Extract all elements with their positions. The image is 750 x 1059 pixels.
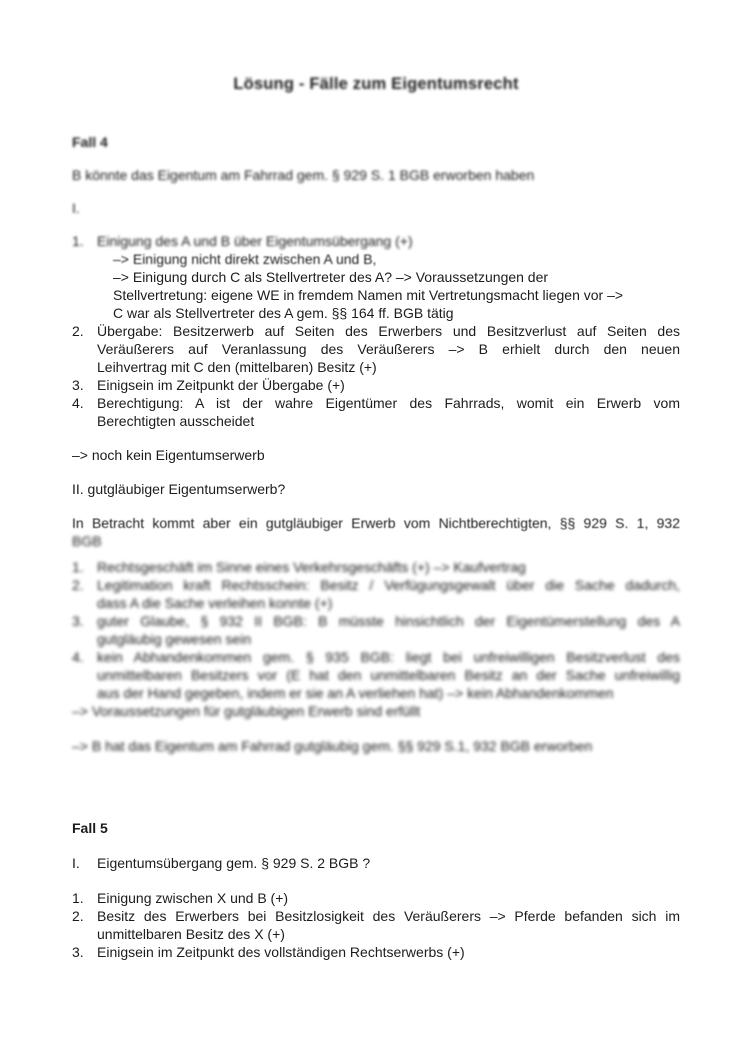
subline: –> Einigung durch C als Stellvertreter des A? –> Voraussetzungen der <box>113 269 549 285</box>
fall4-item1-subline-1: –> Einigung nicht direkt zwischen A und B, <box>113 251 377 267</box>
text-line: Legitimation kraft Rechtsschein: Besitz / Verfügungsgewalt über die Sache dadurch, <box>97 577 680 593</box>
fall4-gutglauben-item3 <box>72 612 680 648</box>
fall4-heading: Fall 4 <box>72 134 108 150</box>
text-line: Übergabe: Besitzerwerb auf Seiten des Erwerbers und Besitzverlust auf Seiten des <box>97 323 680 339</box>
item-text: Einigsein im Zeitpunkt der Übergabe (+) <box>97 377 345 393</box>
fall4-conclusion-2: –> Voraussetzungen für gutgläubigen Erwerb sind erfüllt <box>72 703 421 719</box>
item-text <box>97 648 680 702</box>
text-line: Besitz des Erwerbers bei Besitzlosigkeit des Veräußerers –> Pferde befanden sich im <box>97 908 680 924</box>
item-number: 1. <box>72 890 84 906</box>
fall5-heading: Fall 5 <box>72 820 108 836</box>
fall4-item2 <box>72 322 680 376</box>
item-text: Eigentumsübergang gem. § 929 S. 2 BGB ? <box>97 855 371 871</box>
fall4-intro: B könnte das Eigentum am Fahrrad gem. § 929 S. 1 BGB erworben haben <box>72 167 535 183</box>
fall5-item3 <box>72 943 680 961</box>
fall4-gutglauben-item2 <box>72 576 680 612</box>
text-line: kein Abhandenkommen gem. § 935 BGB: liegt bei unfreiwilligen Besitzverlust des <box>97 649 680 665</box>
item-text <box>97 394 680 430</box>
fall4-conclusion-1: –> noch kein Eigentumserwerb <box>72 447 265 463</box>
item-text <box>97 907 680 943</box>
blurred-mid-region <box>72 532 680 755</box>
fall5-item2 <box>72 907 680 943</box>
text-line: dass A die Sache verleihen konnte (+) <box>97 595 333 611</box>
betracht-paragraph-line-1: In Betracht kommt aber ein gutgläubiger Erwerb vom Nichtberechtigten, §§ 929 S. 1, 932 <box>72 515 680 531</box>
text-line: gutgläubig gewesen sein <box>97 631 252 647</box>
item-text: Einigung des A und B über Eigentumsübergang (+) <box>97 233 413 249</box>
item-text: Rechtsgeschäft im Sinne eines Verkehrsgeschäfts (+) –> Kaufvertrag <box>97 559 526 575</box>
item-number: 3. <box>72 944 84 960</box>
text-line: unmittelbaren Besitzers vor (E hat den unmittelbaren Besitz an der Sache unfreiwillig <box>97 667 680 683</box>
blurred-top-region <box>72 73 680 250</box>
text-line: Leihvertrag mit C den (mittelbaren) Besitz (+) <box>97 359 377 375</box>
text-line: Berechtigten ausscheidet <box>97 413 255 429</box>
fall4-item1-subblock <box>72 268 680 322</box>
fall5-item1 <box>72 889 680 907</box>
item-number: 3. <box>72 613 84 629</box>
fall4-conclusion-3: –> B hat das Eigentum am Fahrrad gutgläubig gem. §§ 929 S.1, 932 BGB erworben <box>72 738 593 754</box>
text-line: unmittelbaren Besitz des X (+) <box>97 926 285 942</box>
item-number: 1. <box>72 233 84 249</box>
fall4-gutglauben-item1 <box>72 558 680 576</box>
item-text <box>97 322 680 376</box>
item-text <box>97 612 680 648</box>
item-number: 1. <box>72 559 84 575</box>
item-number: 4. <box>72 649 84 665</box>
fall4-section1-label: I. <box>72 200 80 216</box>
item-number: 2. <box>72 323 84 339</box>
item-number: 2. <box>72 908 84 924</box>
text-line: aus der Hand gegeben, indem er sie an A verliehen hat) –> kein Abhandenkommen <box>97 685 614 701</box>
subline: Stellvertretung: eigene WE in fremdem Namen mit Vertretungsmacht liegen vor –> <box>113 287 624 303</box>
fall4-item1 <box>72 232 680 250</box>
betracht-paragraph-line-2: BGB <box>72 533 102 549</box>
fall5-section <box>72 755 680 961</box>
fall4-item4 <box>72 394 680 430</box>
item-text <box>97 576 680 612</box>
text-line: Veräußerers auf Veranlassung des Veräußerers –> B erhielt durch den neuen <box>97 341 680 357</box>
text-line: Berechtigung: A ist der wahre Eigentümer des Fahrrads, womit ein Erwerb vom <box>97 395 680 411</box>
subline: C war als Stellvertreter des A gem. §§ 164 ff. BGB tätig <box>113 305 454 321</box>
item-text: Einigsein im Zeitpunkt des vollständigen Rechtserwerbs (+) <box>97 944 465 960</box>
fall4-gutglauben-item4 <box>72 648 680 702</box>
text-line: guter Glaube, § 932 II BGB: B müsste hinsichtlich der Eigentümerstellung des A <box>97 613 680 629</box>
fall5-section1 <box>72 854 680 872</box>
item-number: 2. <box>72 577 84 593</box>
item-text: Einigung zwischen X und B (+) <box>97 890 289 906</box>
document-title: Lösung - Fälle zum Eigentumsrecht <box>233 75 519 93</box>
fall4-item3 <box>72 376 680 394</box>
item-number: I. <box>72 855 80 871</box>
item-number: 4. <box>72 395 84 411</box>
fall4-section2-label: II. gutgläubiger Eigentumserwerb? <box>72 481 286 497</box>
item-number: 3. <box>72 377 84 393</box>
